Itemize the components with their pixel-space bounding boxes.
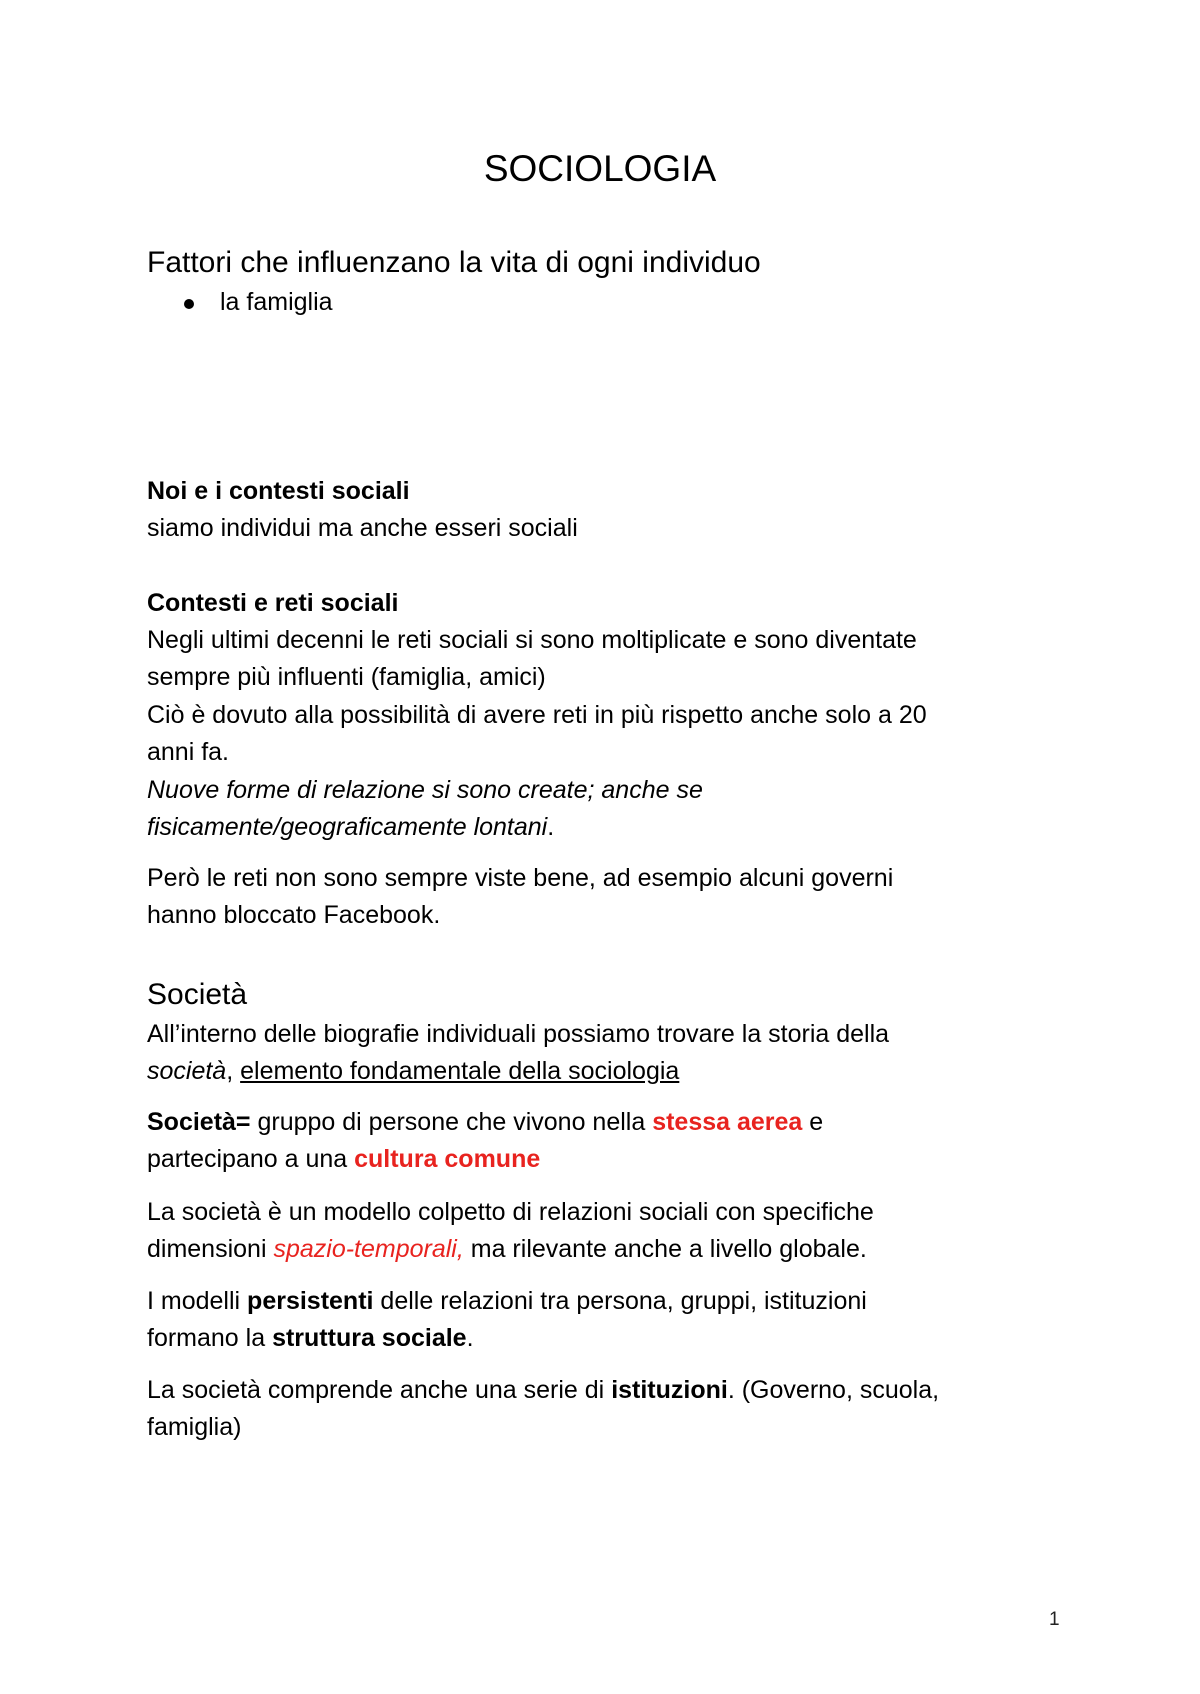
paragraph-line: La società è un modello colpetto di relazioni sociali con specifiche xyxy=(147,1198,874,1226)
paragraph-line: Ciò è dovuto alla possibilità di avere reti in più rispetto anche solo a 20 xyxy=(147,701,927,729)
italic-line: Nuove forme di relazione si sono create; anche se xyxy=(147,776,703,804)
underlined-text: elemento fondamentale della sociologia xyxy=(240,1057,680,1085)
text-span: partecipano a una xyxy=(147,1145,355,1173)
italic-text: società xyxy=(147,1057,227,1085)
text-span: . (Governo, scuola, xyxy=(727,1376,940,1404)
definition-line xyxy=(147,1104,1067,1141)
text-span: delle relazioni tra persona, gruppi, istituzioni xyxy=(373,1287,867,1315)
paragraph-line-mixed xyxy=(147,1231,1067,1268)
bold-term: persistenti xyxy=(247,1287,374,1315)
paragraph-line: famiglia) xyxy=(147,1413,242,1441)
italic-text: fisicamente/geograficamente lontani xyxy=(147,813,548,841)
highlight-red: stessa aerea xyxy=(652,1108,803,1136)
text-span: gruppo di persone che vivono nella xyxy=(250,1108,653,1136)
definition-line-2 xyxy=(147,1141,1067,1178)
text-span: I modelli xyxy=(147,1287,248,1315)
highlight-red-italic: spazio-temporali, xyxy=(273,1235,464,1263)
section-heading-contesti: Contesti e reti sociali xyxy=(147,589,399,617)
paragraph-line-mixed xyxy=(147,1053,1067,1090)
bold-term: struttura sociale xyxy=(272,1324,467,1352)
page-title: SOCIOLOGIA xyxy=(483,148,717,189)
period-text: . xyxy=(547,813,555,841)
paragraph-line: sempre più influenti (famiglia, amici) xyxy=(147,663,546,691)
paragraph-noi: siamo individui ma anche esseri sociali xyxy=(147,514,578,542)
section-heading-fattori: Fattori che influenzano la vita di ogni individuo xyxy=(147,246,761,279)
bold-term: istituzioni xyxy=(611,1376,728,1404)
section-heading-societa: Società xyxy=(147,978,248,1011)
section-heading-noi: Noi e i contesti sociali xyxy=(147,477,410,505)
bullet-list xyxy=(184,284,333,320)
highlight-red: cultura comune xyxy=(354,1145,541,1173)
paragraph-line-mixed xyxy=(147,1283,1067,1320)
paragraph-line: anni fa. xyxy=(147,738,230,766)
text-span: formano la xyxy=(147,1324,273,1352)
paragraph-line-mixed xyxy=(147,1320,1067,1357)
text-span: , xyxy=(226,1057,241,1085)
bold-term: Società= xyxy=(147,1108,251,1136)
paragraph-line: All’interno delle biografie individuali possiamo trovare la storia della xyxy=(147,1020,890,1048)
text-span: . xyxy=(466,1324,474,1352)
list-item-text: la famiglia xyxy=(220,288,333,316)
paragraph-line: Negli ultimi decenni le reti sociali si sono moltiplicate e sono diventate xyxy=(147,626,917,654)
paragraph-line: Però le reti non sono sempre viste bene, ad esempio alcuni governi xyxy=(147,864,894,892)
text-span: dimensioni xyxy=(147,1235,274,1263)
text-span: La società comprende anche una serie di xyxy=(147,1376,612,1404)
bullet-icon xyxy=(184,299,194,309)
page-number: 1 xyxy=(1049,1609,1060,1630)
list-item xyxy=(184,284,333,320)
paragraph-line: hanno bloccato Facebook. xyxy=(147,901,441,929)
text-span: ma rilevante anche a livello globale. xyxy=(463,1235,867,1263)
paragraph-line-mixed xyxy=(147,1372,1067,1409)
italic-line-2 xyxy=(147,809,1067,846)
text-span: e xyxy=(802,1108,824,1136)
